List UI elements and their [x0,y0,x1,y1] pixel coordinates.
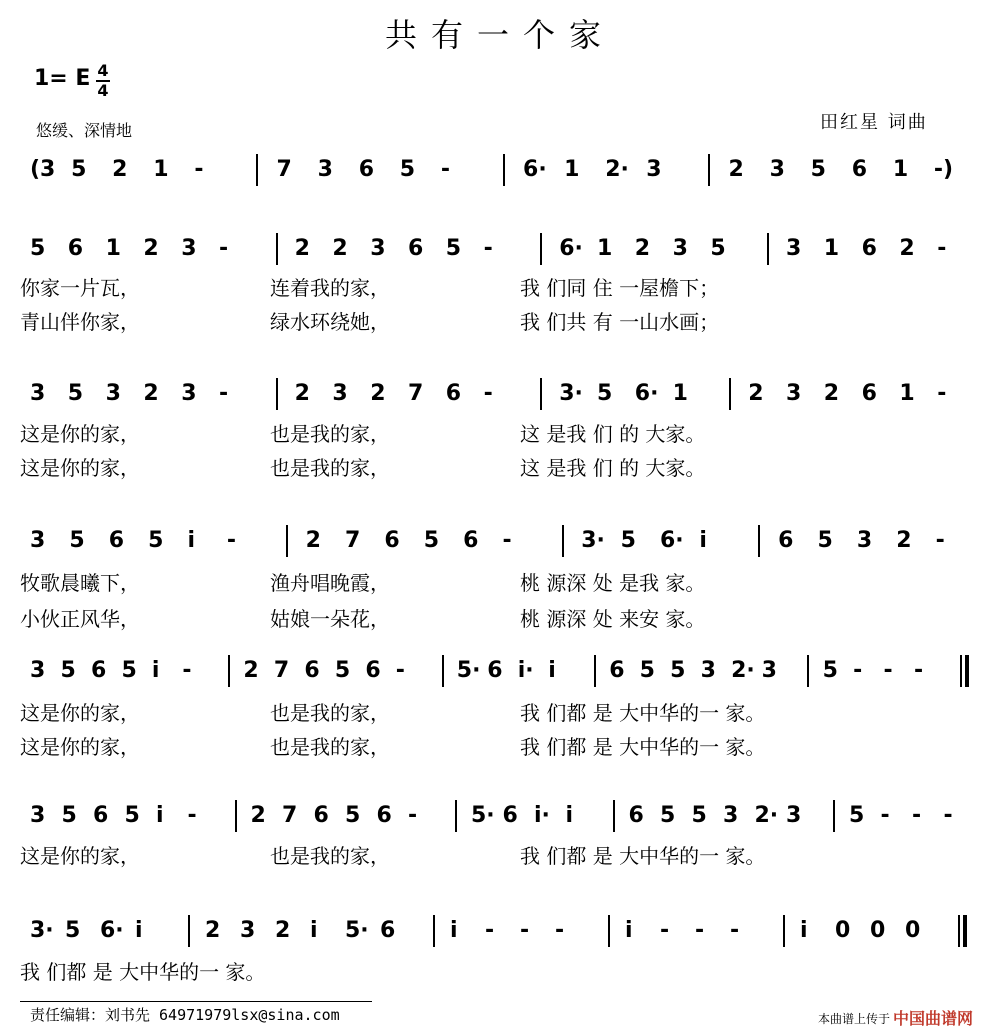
note: - [226,528,237,553]
note: 3 [856,528,873,553]
note: 6 [408,236,424,261]
lyric-segment: 这是你的家， [20,701,140,725]
note: 1 [899,381,915,406]
notation-line [0,381,1000,411]
note: 2 [305,528,321,553]
barline [228,655,230,687]
barline [729,378,731,410]
barline [965,655,969,687]
note: 5 [597,381,613,406]
note: 7 [273,658,290,683]
note: - [935,528,945,553]
notation-line [0,803,1000,833]
note: - [937,236,947,261]
note: 6 [861,236,877,261]
barline [833,800,835,832]
lyric-segment: 姑娘一朵花， [270,607,390,631]
lyric-segment: 这 是我 们 的 大家。 [520,456,706,480]
note: 5 [60,658,76,683]
note: 3 [786,381,802,406]
note: i [135,918,143,943]
note: 6 [445,381,462,406]
note: 6· [660,528,684,553]
note: 5 [620,528,636,553]
note: i· [534,803,550,828]
note: - [914,658,924,683]
note: i [625,918,633,943]
note: 0 [835,918,851,943]
note: 2 [294,236,310,261]
page-title: 共有一个家 [384,16,615,54]
note: 3 [181,236,197,261]
lyric-segment: 小伙正风华， [20,607,140,631]
note: - [485,918,495,943]
note: 3 [30,658,46,683]
note: 5 [61,803,77,828]
note: 6 [380,918,396,943]
notation-line [0,157,1000,187]
barline [562,525,564,557]
note: 6 [108,528,125,553]
barline [708,154,710,186]
lyric-segment: 绿水环绕她， [270,310,390,334]
time-sig-top: 4 [97,61,109,80]
note: 2 [899,236,915,261]
footer-rule [20,1001,372,1002]
notation-line [0,236,1000,266]
note: 3· [559,381,583,406]
note: 3 [769,157,785,182]
note: 2 [370,381,386,406]
note: 1 [597,236,613,261]
lyric-segment: 桃 源深 处 是我 家。 [520,571,706,595]
barline [783,915,785,947]
note: 3 [786,236,802,261]
note: 5 [822,658,838,683]
barline [455,800,457,832]
note: 5 [67,381,84,406]
note: 1 [153,157,169,182]
note: i [800,918,808,943]
note: -) [933,157,954,182]
note: 3 [240,918,256,943]
barline [433,915,435,947]
note: 3 [30,381,46,406]
note: 6 [487,658,503,683]
time-signature [96,62,110,100]
note: 5 [445,236,462,261]
note: 2 [275,918,291,943]
note: 5 [121,658,137,683]
note: 5· [456,658,481,683]
composer-credit: 田红星 词曲 [820,112,928,133]
site-logo: 中国曲谱网 [893,1009,974,1028]
note: - [880,803,890,828]
note: - [937,381,947,406]
barline [256,154,258,186]
note: 2 [205,918,221,943]
lyric-segment: 也是我的家， [270,844,390,868]
barline [540,378,542,410]
note: i [151,658,160,683]
lyric-segment: 渔舟唱晚霞， [270,571,390,595]
lyric-segment: 这是你的家， [20,735,140,759]
note: 5 [345,803,361,828]
note: - [440,157,450,182]
note: i [310,918,318,943]
note: 6 [861,381,877,406]
note: 5 [423,528,440,553]
note: 5 [817,528,833,553]
note: 5 [30,236,46,261]
note: 2 [332,236,348,261]
lyric-segment: 我 们都 是 大中华的一 家。 [20,960,266,984]
note: 6· [559,236,583,261]
note: 3 [723,803,739,828]
note: 2 [143,381,159,406]
note: 7 [408,381,424,406]
note: 5 [334,658,351,683]
lyric-segment: 我 们共 有 一山水画； [520,310,720,334]
note: 3 [332,381,348,406]
note: 5 [691,803,707,828]
note: 5 [710,236,726,261]
note: 5 [69,528,85,553]
note: 5 [399,157,416,182]
lyric-segment: 也是我的家， [270,456,390,480]
note: 2· [754,803,779,828]
note: 1 [105,236,121,261]
note: 5 [810,157,826,182]
lyric-segment: 你家一片瓦， [20,276,140,300]
barline [442,655,444,687]
barline [963,915,967,947]
note: 6 [358,157,374,182]
note: - [483,381,493,406]
lyric-segment: 这 是我 们 的 大家。 [520,422,706,446]
lyric-segment: 桃 源深 处 来安 家。 [520,607,706,631]
note: (3 [30,157,56,182]
barline [608,915,610,947]
notation-line [0,528,1000,558]
note: 5 [660,803,676,828]
note: i [565,803,574,828]
barline [276,233,278,265]
note: - [912,803,922,828]
note: - [194,157,204,182]
note: 2 [728,157,744,182]
note: 2 [143,236,159,261]
note: 6 [628,803,644,828]
tempo-marking: 悠缓、深情地 [36,121,133,140]
lyric-segment: 我 们都 是 大中华的一 家。 [520,844,766,868]
note: 6 [376,803,392,828]
note: 3 [181,381,197,406]
lyric-segment: 也是我的家， [270,735,390,759]
barline [807,655,809,687]
barline [235,800,237,832]
note: 6· [634,381,659,406]
note: - [219,236,229,261]
note: 6 [313,803,329,828]
note: 1 [892,157,909,182]
lyric-segment: 连着我的家， [270,276,390,300]
note: 3· [30,918,54,943]
note: 3 [370,236,386,261]
note: 6 [384,528,400,553]
note: 5 [849,803,865,828]
note: - [520,918,530,943]
note: 3 [646,157,662,182]
note: 6 [502,803,518,828]
note: 2 [294,381,310,406]
barline [276,378,278,410]
note: 6 [365,658,381,683]
note: 2 [896,528,912,553]
note: 5 [71,157,87,182]
note: - [408,803,418,828]
note: 2 [748,381,764,406]
note: 6· [100,918,124,943]
note: 5 [148,528,164,553]
note: - [219,381,229,406]
lyric-segment: 这是你的家， [20,456,140,480]
barline [503,154,505,186]
note: 6 [67,236,84,261]
note: 7 [345,528,361,553]
note: 7 [276,157,292,182]
note: i [156,803,164,828]
lyric-segment: 我 们都 是 大中华的一 家。 [520,701,766,725]
barline [286,525,288,557]
note: 6 [463,528,479,553]
note: 3 [786,803,802,828]
note: - [502,528,512,553]
note: 2 [250,803,266,828]
barline [960,655,962,687]
note: 2 [634,236,651,261]
note: 3 [30,803,46,828]
note: 1 [823,236,840,261]
note: - [943,803,953,828]
note: 1 [672,381,688,406]
lyric-segment: 这是你的家， [20,844,140,868]
note: - [182,658,192,683]
note: 3 [105,381,121,406]
note: 5· [471,803,495,828]
note: 1 [564,157,580,182]
editor-credit: 责任编辑：刘书先 64971979lsx@sina.com [30,1006,340,1024]
barline [613,800,615,832]
note: i [450,918,458,943]
note: - [187,803,197,828]
lyric-segment: 也是我的家， [270,422,390,446]
note: 6· [523,157,547,182]
note: 5 [65,918,81,943]
note: - [853,658,863,683]
note: i [187,528,196,553]
note: - [883,658,893,683]
note: - [483,236,493,261]
note: i· [517,658,534,683]
note: 6 [304,658,320,683]
note: - [660,918,670,943]
note: 6 [90,658,107,683]
note: 3 [672,236,688,261]
note: 7 [282,803,298,828]
note: 6 [778,528,794,553]
note: 6 [93,803,109,828]
lyric-segment: 我 们同 住 一屋檐下； [520,276,720,300]
barline [758,525,760,557]
notation-line [0,918,1000,948]
note: 0 [905,918,921,943]
note: 5 [124,803,140,828]
key-signature: 1= E [34,66,91,91]
note: 3· [581,528,605,553]
note: 5 [639,658,655,683]
note: 3 [30,528,46,553]
lyric-segment: 牧歌晨曦下， [20,571,140,595]
barline [540,233,542,265]
note: 2 [112,157,128,182]
lyric-segment: 这是你的家， [20,422,140,446]
note: 3 [700,658,716,683]
barline [188,915,190,947]
note: 2· [605,157,629,182]
lyric-segment: 青山伴你家， [20,310,140,334]
note: i [548,658,556,683]
note: 5 [670,658,686,683]
barline [594,655,596,687]
note: 2 [823,381,840,406]
barline [767,233,769,265]
note: - [395,658,405,683]
note: 6 [851,157,868,182]
upload-note: 本曲谱上传于 [818,1012,891,1026]
note: - [695,918,705,943]
time-sig-bottom: 4 [97,81,109,100]
note: 2· [731,658,755,683]
note: i [699,528,707,553]
note: - [555,918,565,943]
lyric-segment: 我 们都 是 大中华的一 家。 [520,735,766,759]
note: 6 [609,658,625,683]
note: - [730,918,740,943]
barline [958,915,960,947]
note: 3 [761,658,777,683]
lyric-segment: 也是我的家， [270,701,390,725]
note: 2 [243,658,259,683]
note: 3 [317,157,333,182]
notation-line [0,658,1000,688]
note: 5· [345,918,369,943]
note: 0 [870,918,886,943]
